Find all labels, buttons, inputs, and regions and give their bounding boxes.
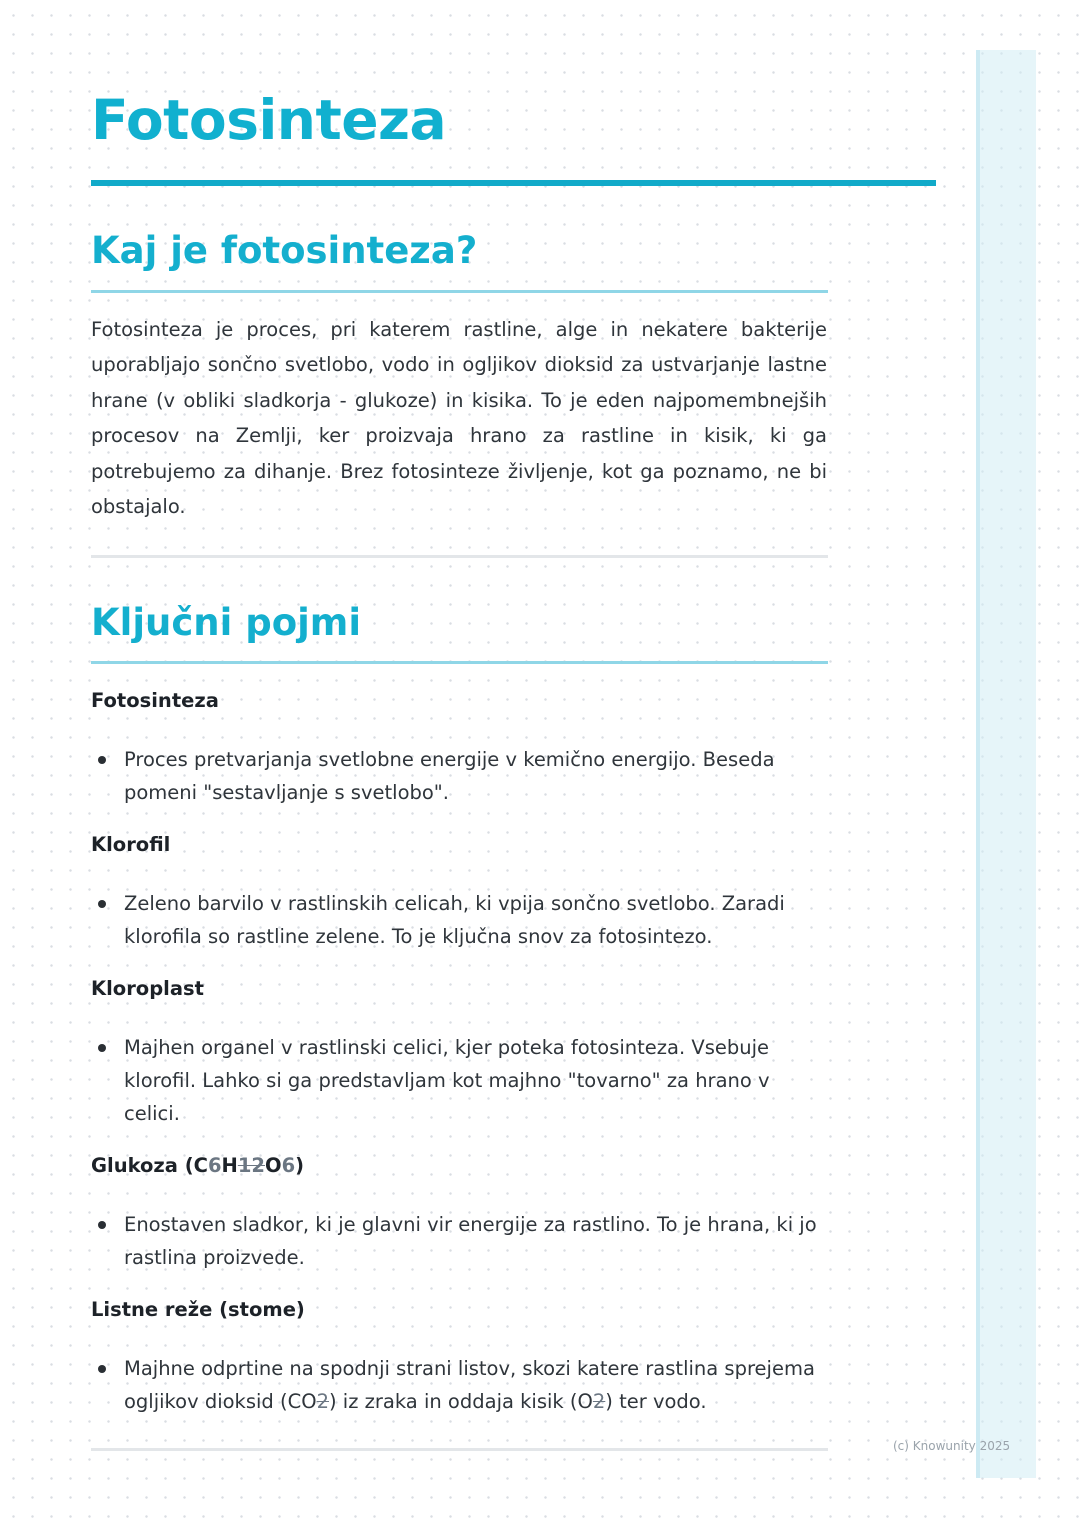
bullet-icon (98, 1221, 106, 1229)
term-heading: Fotosinteza (91, 689, 219, 712)
bullet-icon (98, 756, 106, 764)
bullet-icon (98, 900, 106, 908)
section-heading-key-terms: Ključni pojmi (91, 601, 362, 644)
term-heading: Klorofil (91, 833, 171, 856)
section-heading-what-is: Kaj je fotosinteza? (91, 229, 478, 272)
bullet-icon (98, 1365, 106, 1373)
bullet-icon (98, 1044, 106, 1052)
section-divider (91, 1448, 828, 1451)
term-definition: Enostaven sladkor, ki je glavni vir energije za rastlino. To je hrana, ki jo rastlina proizvede. (124, 1213, 817, 1269)
intro-paragraph: Fotosinteza je proces, pri katerem rastline, alge in nekatere bakterije uporabljajo sončno svetlobo, vodo in ogljikov dioksid za ustvarjanje lastne hrane (v obliki sladkorja - glukoze) in kisika. To je eden najpomembnejših procesov na Zemlji, ker proizvaja hrano za rastline in kisik, ki ga potrebujemo za dihanje. Brez fotosinteze življenje, kot ga poznamo, ne bi obstajalo. (91, 318, 827, 519)
term-definition: Zeleno barvilo v rastlinskih celicah, ki vpija sončno svetlobo. Zaradi klorofila so rastline zelene. To je ključna snov za fotosintezo. (124, 892, 785, 948)
term-definition: Majhen organel v rastlinski celici, kjer poteka fotosinteza. Vsebuje klorofil. Lahko si ga predstavljam kot majhno "tovarno" za hrano v celici. (124, 1036, 770, 1125)
term-heading: Kloroplast (91, 977, 204, 1000)
term-heading-glucose: Glukoza (C6H12O6) (91, 1154, 305, 1177)
term-definition: Proces pretvarjanja svetlobne energije v kemično energijo. Beseda pomeni "sestavljanje s svetlobo". (124, 748, 775, 804)
title-underline (91, 180, 936, 186)
section-heading-underline (91, 661, 828, 664)
section-heading-underline (91, 290, 828, 293)
side-margin-strip (976, 50, 1036, 1478)
page-title: Fotosinteza (91, 88, 447, 152)
copyright-footer: (c) Knowunity 2025 (893, 1439, 1011, 1453)
section-divider (91, 555, 828, 558)
term-definition-stomata: Majhne odprtine na spodnji strani listov, skozi katere rastlina sprejema ogljikov dioksid (CO2) iz zraka in oddaja kisik (O2) ter vodo. (124, 1357, 815, 1413)
term-heading: Listne reže (stome) (91, 1298, 305, 1321)
